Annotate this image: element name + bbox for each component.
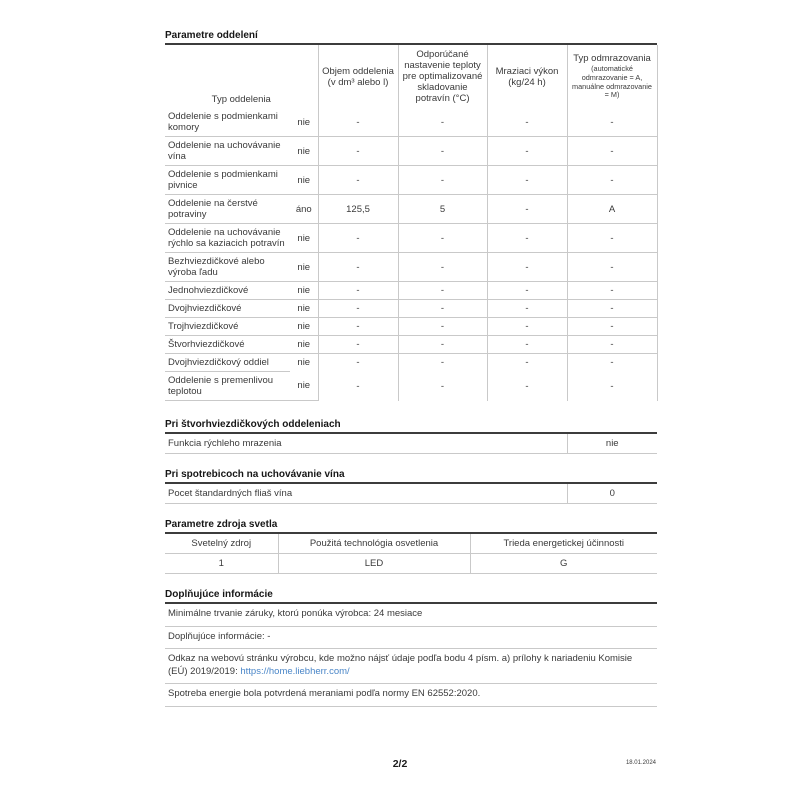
cell-volume: - <box>318 137 398 166</box>
cell-defrost: - <box>567 224 657 253</box>
cell-present: nie <box>290 300 318 318</box>
cell-volume: - <box>318 336 398 354</box>
cell-present: nie <box>290 354 318 372</box>
manufacturer-link-text: Odkaz na webovú stránku výrobcu, kde možno nájsť údaje podľa bodu 4 písm. a) prílohy k nariadeniu Komisie (EÚ) 2019/2019: <box>168 653 633 677</box>
cell-compartment-type: Oddelenie na uchovávanie vína <box>165 137 290 166</box>
cell-freeze: - <box>487 282 567 300</box>
light-energy-class-value: G <box>470 554 657 574</box>
cell-volume: - <box>318 108 398 137</box>
light-technology-value: LED <box>278 554 470 574</box>
table-row <box>165 484 657 504</box>
cell-compartment-type: Dvojhviezdičkové <box>165 300 290 318</box>
compartments-section-title: Parametre oddelení <box>165 30 657 45</box>
document-page <box>165 30 657 707</box>
cell-compartment-type: Oddelenie na uchovávanie rýchlo sa kaziacich potravín <box>165 224 290 253</box>
cell-temp: - <box>398 137 487 166</box>
table-row <box>165 434 657 454</box>
cell-present: nie <box>290 108 318 137</box>
cell-compartment-type: Jednohviezdičkové <box>165 282 290 300</box>
wine-bottles-label: Pocet štandardných fliaš vína <box>165 484 567 504</box>
cell-compartment-type: Bezhviezdičkové alebo výroba ľadu <box>165 253 290 282</box>
cell-compartment-type: Oddelenie s podmienkami komory <box>165 108 290 137</box>
light-source-value: 1 <box>165 554 278 574</box>
cell-temp: - <box>398 354 487 372</box>
cell-temp: 5 <box>398 195 487 224</box>
table-row <box>165 253 657 282</box>
cell-compartment-type: Štvorhviezdičkové <box>165 336 290 354</box>
col-header-type: Typ oddelenia <box>165 45 318 108</box>
cell-present: áno <box>290 195 318 224</box>
cell-temp: - <box>398 318 487 336</box>
cell-temp: - <box>398 166 487 195</box>
cell-temp: - <box>398 336 487 354</box>
cell-defrost: - <box>567 108 657 137</box>
cell-freeze: - <box>487 318 567 336</box>
table-row <box>165 137 657 166</box>
cell-temp: - <box>398 300 487 318</box>
cell-freeze: - <box>487 166 567 195</box>
cell-volume: - <box>318 318 398 336</box>
cell-freeze: - <box>487 336 567 354</box>
cell-volume: - <box>318 253 398 282</box>
cell-freeze: - <box>487 372 567 401</box>
cell-present: nie <box>290 224 318 253</box>
cell-volume: - <box>318 282 398 300</box>
manufacturer-link-info <box>165 649 657 684</box>
cell-freeze: - <box>487 300 567 318</box>
cell-volume: - <box>318 372 398 401</box>
cell-defrost: - <box>567 166 657 195</box>
cell-compartment-type: Oddelenie na čerstvé potraviny <box>165 195 290 224</box>
col-header-defrost-type <box>567 45 657 108</box>
wine-bottles-value: 0 <box>567 484 657 504</box>
table-row <box>165 195 657 224</box>
cell-volume: - <box>318 224 398 253</box>
cell-present: nie <box>290 336 318 354</box>
light-table <box>165 534 657 574</box>
cell-compartment-type: Oddelenie s premenlivou teplotou <box>165 372 290 401</box>
cell-compartment-type: Dvojhviezdičkový oddiel <box>165 354 290 372</box>
defrost-header-main: Typ odmrazovania <box>573 53 651 65</box>
cell-compartment-type: Trojhviezdičkové <box>165 318 290 336</box>
cell-freeze: - <box>487 224 567 253</box>
energy-measurement-info: Spotreba energie bola potvrdená meraniami podľa normy EN 62552:2020. <box>165 684 657 707</box>
cell-freeze: - <box>487 108 567 137</box>
cell-temp: - <box>398 282 487 300</box>
table-row <box>165 282 657 300</box>
cell-present: nie <box>290 318 318 336</box>
light-header-row <box>165 534 657 554</box>
cell-volume: - <box>318 166 398 195</box>
cell-defrost: - <box>567 372 657 401</box>
cell-freeze: - <box>487 354 567 372</box>
warranty-info: Minimálne trvanie záruky, ktorú ponúka výrobca: 24 mesiace <box>165 604 657 627</box>
table-row <box>165 300 657 318</box>
cell-defrost: - <box>567 282 657 300</box>
cell-defrost: - <box>567 318 657 336</box>
table-row <box>165 372 657 401</box>
fast-freeze-label: Funkcia rýchleho mrazenia <box>165 434 567 454</box>
wine-table <box>165 484 657 504</box>
four-star-table <box>165 434 657 454</box>
cell-defrost: - <box>567 354 657 372</box>
defrost-header-note: (automatické odmrazovanie = A, manuálne odmrazovanie = M) <box>572 64 652 100</box>
cell-temp: - <box>398 372 487 401</box>
col-header-volume: Objem oddelenia (v dm³ alebo l) <box>318 45 398 108</box>
col-header-freezing-capacity: Mraziaci výkon (kg/24 h) <box>487 45 567 108</box>
additional-info-dash: Doplňujúce informácie: - <box>165 627 657 650</box>
table-row <box>165 318 657 336</box>
cell-defrost: A <box>567 195 657 224</box>
wine-section-title: Pri spotrebicoch na uchovávanie vína <box>165 469 657 484</box>
cell-present: nie <box>290 282 318 300</box>
cell-freeze: - <box>487 253 567 282</box>
cell-volume: - <box>318 300 398 318</box>
cell-present: nie <box>290 372 318 401</box>
light-value-row <box>165 554 657 574</box>
cell-present: nie <box>290 166 318 195</box>
cell-freeze: - <box>487 137 567 166</box>
table-row <box>165 224 657 253</box>
cell-temp: - <box>398 224 487 253</box>
cell-defrost: - <box>567 137 657 166</box>
cell-freeze: - <box>487 195 567 224</box>
cell-present: nie <box>290 253 318 282</box>
additional-info-section-title: Doplňujúce informácie <box>165 589 657 604</box>
cell-volume: 125,5 <box>318 195 398 224</box>
page-number: 2/2 <box>392 758 408 770</box>
cell-compartment-type: Oddelenie s podmienkami pivnice <box>165 166 290 195</box>
cell-temp: - <box>398 108 487 137</box>
four-star-section-title: Pri štvorhviezdičkových oddeleniach <box>165 419 657 434</box>
table-row <box>165 336 657 354</box>
light-col-energy-class: Trieda energetickej účinnosti <box>470 534 657 554</box>
cell-volume: - <box>318 354 398 372</box>
cell-temp: - <box>398 253 487 282</box>
light-col-source: Svetelný zdroj <box>165 534 278 554</box>
light-col-technology: Použitá technológia osvetlenia <box>278 534 470 554</box>
compartments-table <box>165 45 658 401</box>
cell-defrost: - <box>567 253 657 282</box>
fast-freeze-value: nie <box>567 434 657 454</box>
cell-present: nie <box>290 137 318 166</box>
manufacturer-website-link[interactable]: https://home.liebherr.com/ <box>240 665 350 677</box>
col-header-temperature: Odporúčané nastavenie teploty pre optimalizované skladovanie potravín (°C) <box>398 45 487 108</box>
compartments-header-row <box>165 45 657 108</box>
footer-date: 18.01.2024 <box>625 760 656 766</box>
light-section-title: Parametre zdroja svetla <box>165 519 657 534</box>
table-row <box>165 354 657 372</box>
cell-defrost: - <box>567 336 657 354</box>
table-row <box>165 166 657 195</box>
cell-defrost: - <box>567 300 657 318</box>
table-row <box>165 108 657 137</box>
